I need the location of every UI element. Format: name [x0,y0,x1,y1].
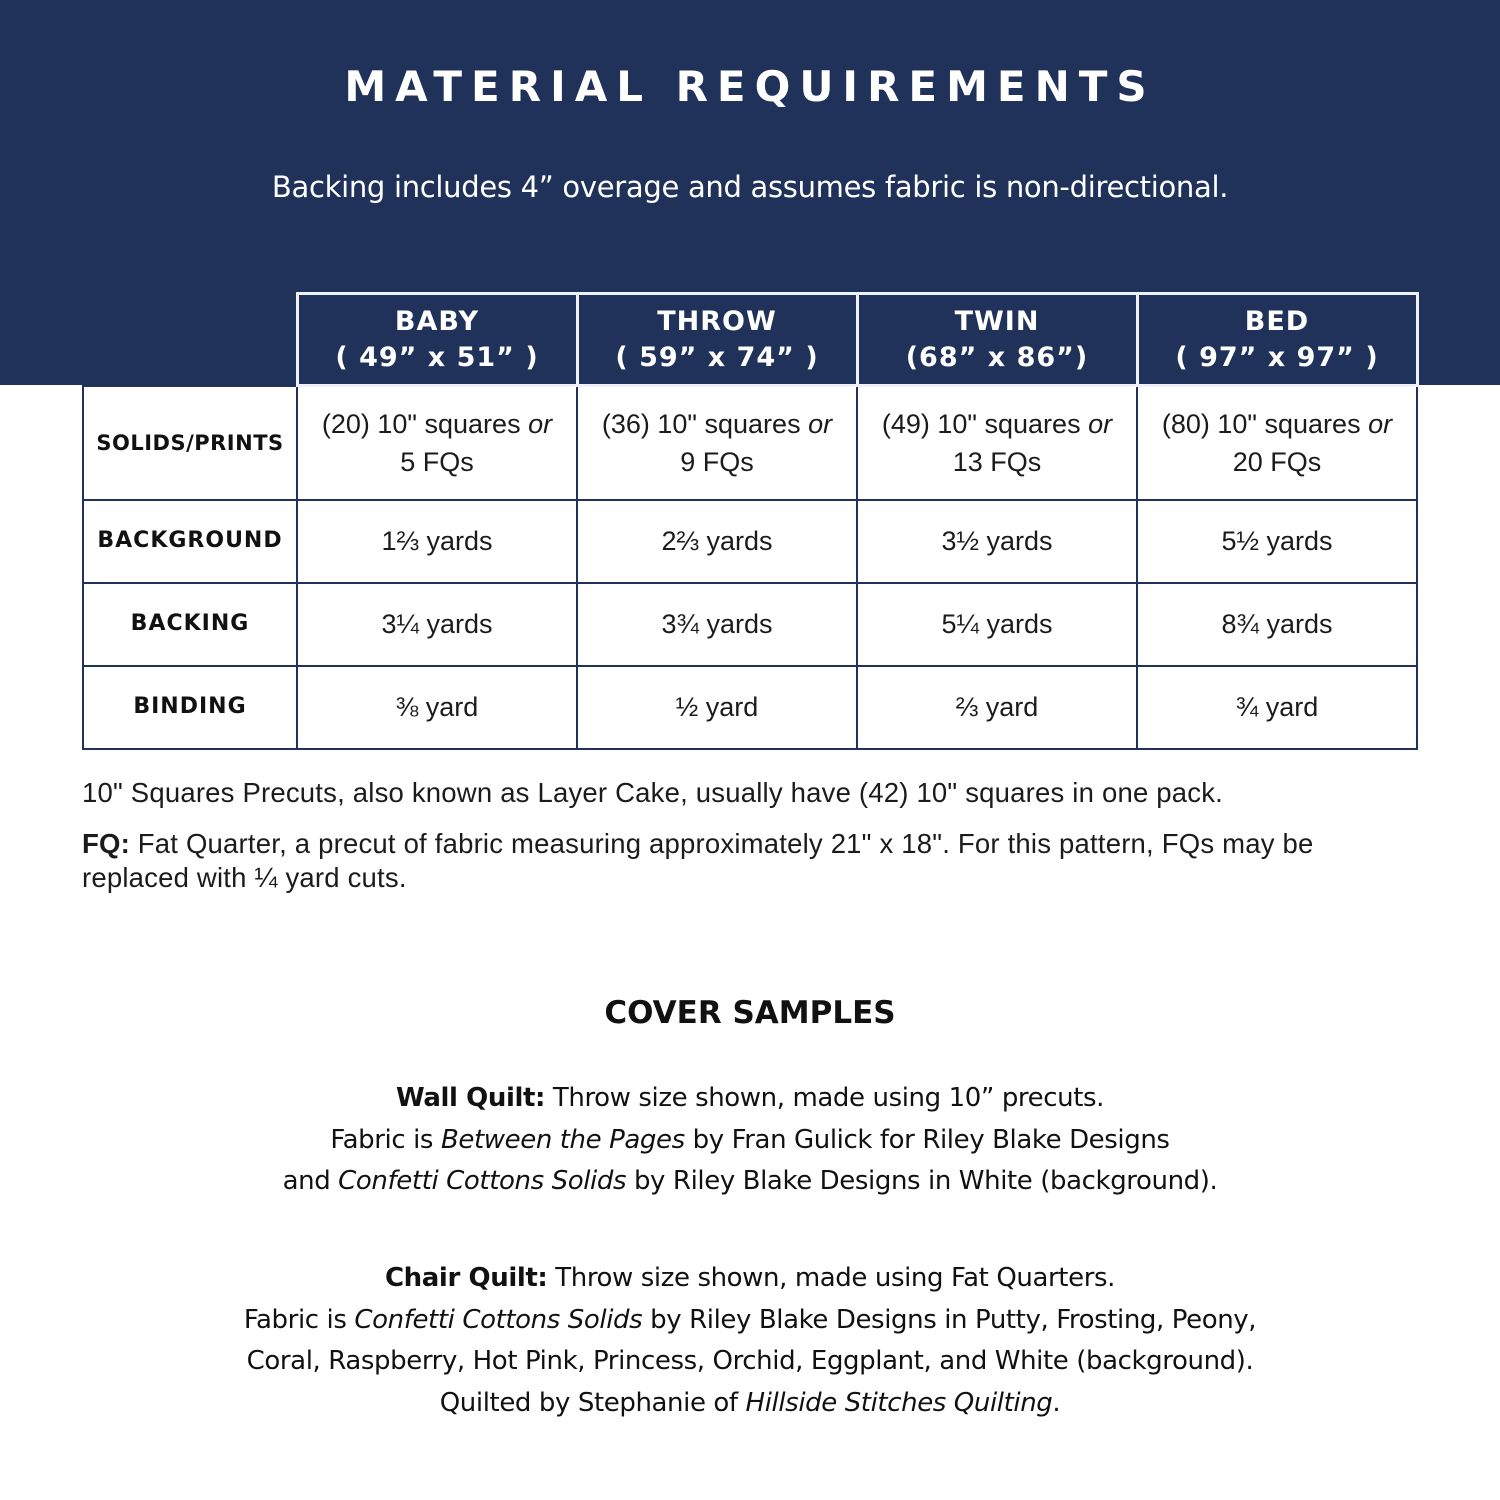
wall-quilt-line3a: and [282,1166,339,1196]
cell-line1: (80) 10" squares [1161,408,1361,439]
wall-quilt-line1: Throw size shown, made using 10” precuts. [545,1083,1105,1113]
wall-quilt-line3b: by Riley Blake Designs in White (background). [626,1166,1218,1196]
page-subtitle: Backing includes 4” overage and assumes fabric is non-directional. [271,170,1229,204]
chair-quilt-fabric-name: Confetti Cottons Solids [354,1304,643,1335]
page-title: MATERIAL REQUIREMENTS [344,62,1156,111]
column-header-bed [1137,294,1417,386]
column-size: ( 49” x 51” ) [335,341,539,373]
row-label: BACKGROUND [83,500,297,583]
table-header-row [83,294,1417,386]
cell-line2: 9 FQs [680,446,754,477]
column-header-throw [577,294,857,386]
cover-samples-title: COVER SAMPLES [604,995,896,1031]
fq-label: FQ: [82,828,130,859]
table-row-backing [83,583,1417,666]
cell-line1: (20) 10" squares [321,408,521,439]
table-cell: ½ yard [577,666,857,749]
table-cell [857,386,1137,500]
table-cell: 5½ yards [1137,500,1417,583]
cell-or: or [1368,408,1393,439]
cell-or: or [808,408,833,439]
table-cell: 3¾ yards [577,583,857,666]
table-cell: 8¾ yards [1137,583,1417,666]
table-cell [297,386,577,500]
column-name: BABY [394,305,480,337]
cell-or: or [1088,408,1113,439]
table-cell: ⅔ yard [857,666,1137,749]
wall-quilt-solids-name: Confetti Cottons Solids [338,1166,627,1196]
cell-line2: 5 FQs [400,446,474,477]
table-cell: 3¼ yards [297,583,577,666]
fq-note [82,827,1422,895]
cell-or: or [528,408,553,439]
table-row-background [83,500,1417,583]
table-cell: 5¼ yards [857,583,1137,666]
chair-quilt-description [100,1258,1400,1424]
cell-line2: 20 FQs [1232,446,1322,477]
table-cell: ¾ yard [1137,666,1417,749]
row-label: BINDING [83,666,297,749]
cell-line2: 13 FQs [952,446,1042,477]
table-row-binding [83,666,1417,749]
precuts-note: 10" Squares Precuts, also known as Layer Cake, usually have (42) 10" squares in one pack. [82,777,1224,808]
column-header-baby [297,294,577,386]
table-cell: ⅜ yard [297,666,577,749]
table-cell: 1⅔ yards [297,500,577,583]
table-cell [577,386,857,500]
table-cell [1137,386,1417,500]
wall-quilt-lead: Wall Quilt: [395,1083,546,1113]
column-name: BED [1244,305,1310,337]
chair-quilt-line2a: Fabric is [243,1304,355,1335]
row-label: SOLIDS/PRINTS [83,386,297,500]
cell-line1: (49) 10" squares [881,408,1081,439]
table-row-solids-prints [83,386,1417,500]
cell-line1: (36) 10" squares [601,408,801,439]
table-cell: 3½ yards [857,500,1137,583]
column-size: ( 59” x 74” ) [615,341,819,373]
wall-quilt-fabric-name: Between the Pages [440,1124,685,1155]
column-name: THROW [657,305,777,337]
chair-quilt-line2b: by Riley Blake Designs in Putty, Frosting, Peony, [642,1304,1257,1335]
column-name: TWIN [954,305,1040,337]
column-size: (68” x 86”) [905,341,1089,373]
chair-quilt-lead: Chair Quilt: [385,1263,548,1293]
chair-quilt-line4a: Quilted by Stephanie of [439,1387,746,1418]
column-size: ( 97” x 97” ) [1175,341,1379,373]
column-header-twin [857,294,1137,386]
wall-quilt-line2b: by Fran Gulick for Riley Blake Designs [684,1124,1170,1155]
chair-quilt-line3: Coral, Raspberry, Hot Pink, Princess, Orchid, Eggplant, and White (background). [246,1346,1254,1376]
chair-quilt-line1: Throw size shown, made using Fat Quarters. [547,1263,1115,1293]
chair-quilt-line4b: . [1052,1387,1061,1418]
wall-quilt-description [100,1078,1400,1203]
fq-text: Fat Quarter, a precut of fabric measuring approximately 21" x 18". For this pattern, FQs may be replaced with ¼ yard cuts. [82,828,1314,893]
row-label: BACKING [83,583,297,666]
table-cell: 2⅔ yards [577,500,857,583]
material-requirements-table [82,292,1419,750]
quilter-business-name: Hillside Stitches Quilting [745,1387,1053,1418]
wall-quilt-line2a: Fabric is [330,1124,441,1155]
table-corner [83,294,297,386]
